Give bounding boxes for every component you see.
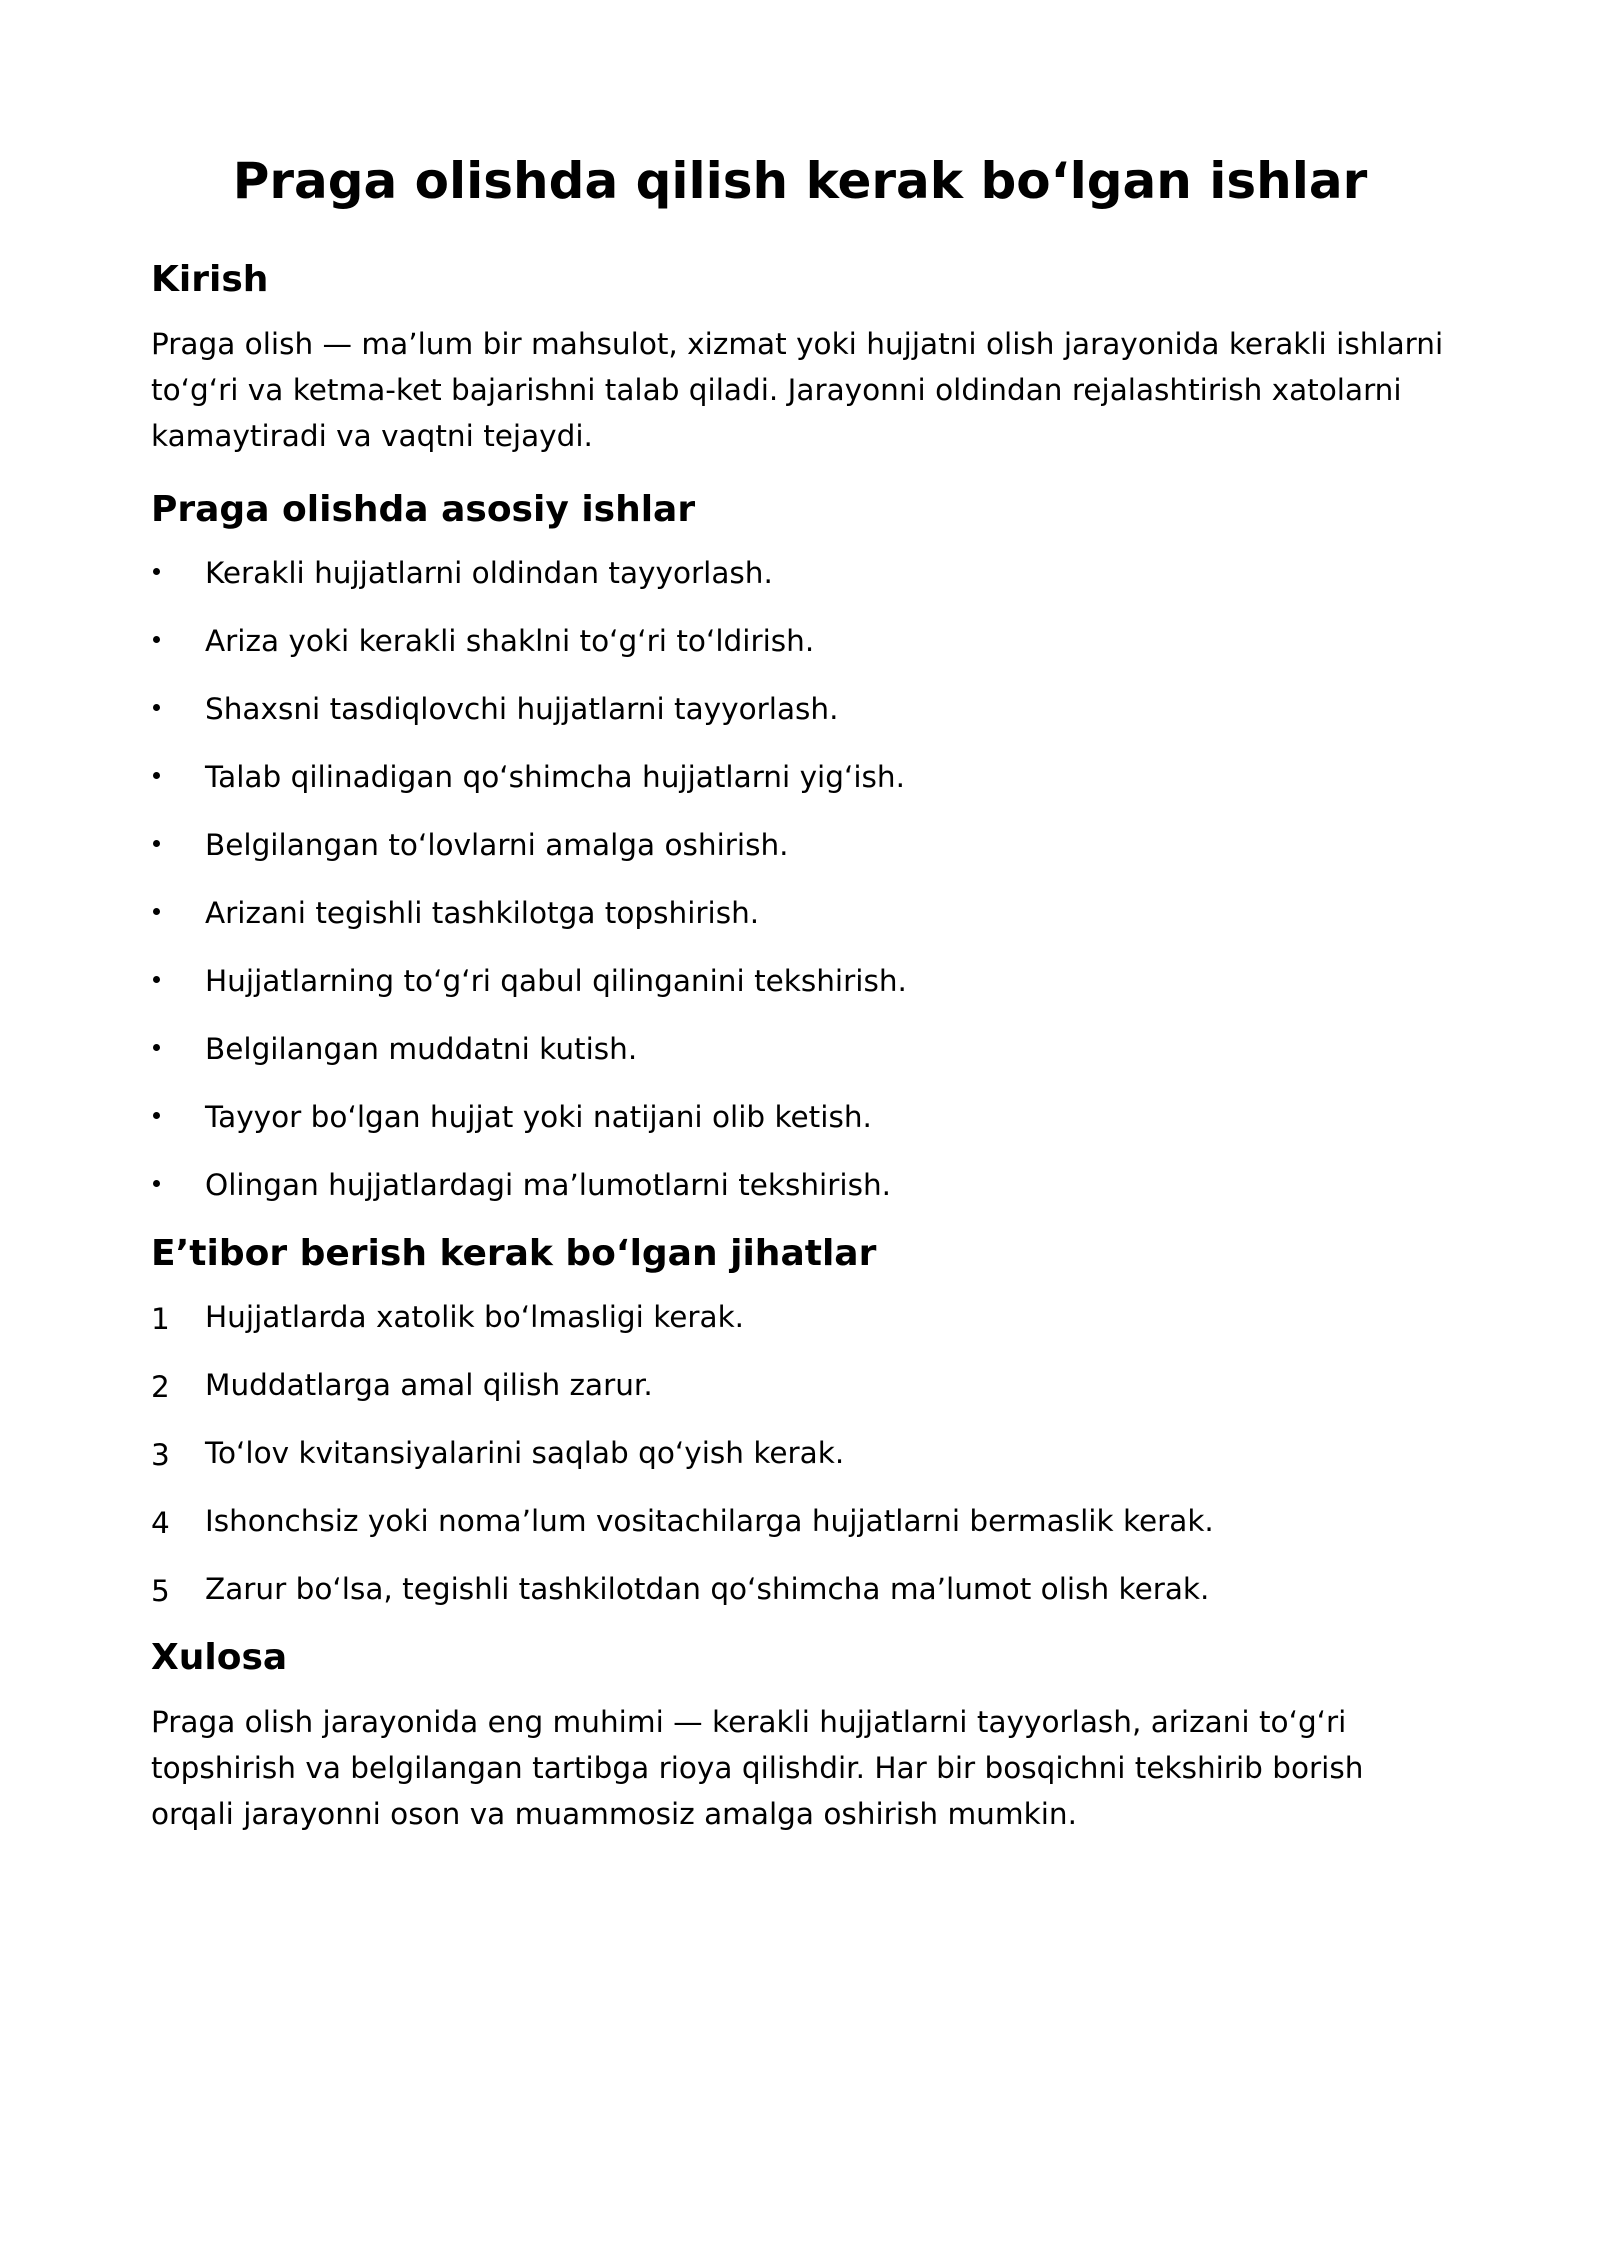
item-number: 4 xyxy=(151,1506,170,1540)
bullet-icon xyxy=(153,1112,160,1119)
bullet-icon xyxy=(153,1180,160,1187)
numbered-item-text: To‘lov kvitansiyalarini saqlab qo‘yish kerak. xyxy=(205,1436,845,1470)
numbered-item xyxy=(151,1567,1449,1611)
conclusion-paragraph: Praga olish jarayonida eng muhimi — kerakli hujjatlarni tayyorlash, arizani to‘g‘ri topshirish va belgilangan tartibga rioya qilishdir. Har bir bosqichni tekshirib borish orqali jarayonni oson va muammosiz amalga oshirish mumkin. xyxy=(151,1705,1364,1831)
bullet-icon xyxy=(153,976,160,983)
section-heading-main-tasks: Praga olishda asosiy ishlar xyxy=(151,489,696,530)
item-number: 1 xyxy=(151,1302,170,1336)
numbered-item-text: Zarur bo‘lsa, tegishli tashkilotdan qo‘shimcha ma’lumot olish kerak. xyxy=(205,1572,1210,1606)
item-number: 3 xyxy=(151,1438,170,1472)
section-heading-intro: Kirish xyxy=(151,259,269,300)
item-number: 5 xyxy=(151,1574,170,1608)
list-item-text: Arizani tegishli tashkilotga topshirish. xyxy=(205,896,760,930)
list-item xyxy=(151,755,1449,799)
numbered-item xyxy=(151,1431,1449,1475)
list-item xyxy=(151,1027,1449,1071)
attention-list xyxy=(151,1295,1449,1611)
list-item xyxy=(151,687,1449,731)
intro-paragraph: Praga olish — ma’lum bir mahsulot, xizmat yoki hujjatni olish jarayonida kerakli ishlarni to‘g‘ri va ketma-ket bajarishni talab qiladi. Jarayonni oldindan rejalashtirish xatolarni kamaytiradi va vaqtni tejaydi. xyxy=(151,327,1444,453)
item-number: 2 xyxy=(151,1370,170,1404)
list-item-text: Hujjatlarning to‘g‘ri qabul qilinganini tekshirish. xyxy=(205,964,907,998)
section-heading-attention: E’tibor berish kerak bo‘lgan jihatlar xyxy=(151,1233,877,1274)
list-item xyxy=(151,619,1449,663)
list-item-text: Olingan hujjatlardagi ma’lumotlarni tekshirish. xyxy=(205,1168,892,1202)
bullet-icon xyxy=(153,840,160,847)
list-item xyxy=(151,891,1449,935)
bullet-icon xyxy=(153,636,160,643)
bullet-icon xyxy=(153,704,160,711)
list-item xyxy=(151,551,1449,595)
bullet-icon xyxy=(153,772,160,779)
list-item-text: Kerakli hujjatlarni oldindan tayyorlash. xyxy=(205,556,773,590)
numbered-item-text: Muddatlarga amal qilish zarur. xyxy=(205,1368,653,1402)
list-item-text: Belgilangan muddatni kutish. xyxy=(205,1032,638,1066)
numbered-item xyxy=(151,1363,1449,1407)
list-item xyxy=(151,1095,1449,1139)
main-tasks-list xyxy=(151,551,1449,1207)
list-item-text: Talab qilinadigan qo‘shimcha hujjatlarni yig‘ish. xyxy=(205,760,905,794)
numbered-item-text: Hujjatlarda xatolik bo‘lmasligi kerak. xyxy=(205,1300,745,1334)
numbered-item-text: Ishonchsiz yoki noma’lum vositachilarga hujjatlarni bermaslik kerak. xyxy=(205,1504,1214,1538)
bullet-icon xyxy=(153,1044,160,1051)
list-item-text: Tayyor bo‘lgan hujjat yoki natijani olib ketish. xyxy=(205,1100,872,1134)
document-title: Praga olishda qilish kerak bo‘lgan ishlar xyxy=(232,152,1368,210)
bullet-icon xyxy=(153,908,160,915)
list-item xyxy=(151,959,1449,1003)
section-heading-conclusion: Xulosa xyxy=(151,1637,288,1678)
list-item-text: Ariza yoki kerakli shaklni to‘g‘ri to‘ldirish. xyxy=(205,624,815,658)
list-item-text: Shaxsni tasdiqlovchi hujjatlarni tayyorlash. xyxy=(205,692,839,726)
list-item-text: Belgilangan to‘lovlarni amalga oshirish. xyxy=(205,828,789,862)
numbered-item xyxy=(151,1499,1449,1543)
numbered-item xyxy=(151,1295,1449,1339)
list-item xyxy=(151,1163,1449,1207)
bullet-icon xyxy=(153,568,160,575)
list-item xyxy=(151,823,1449,867)
